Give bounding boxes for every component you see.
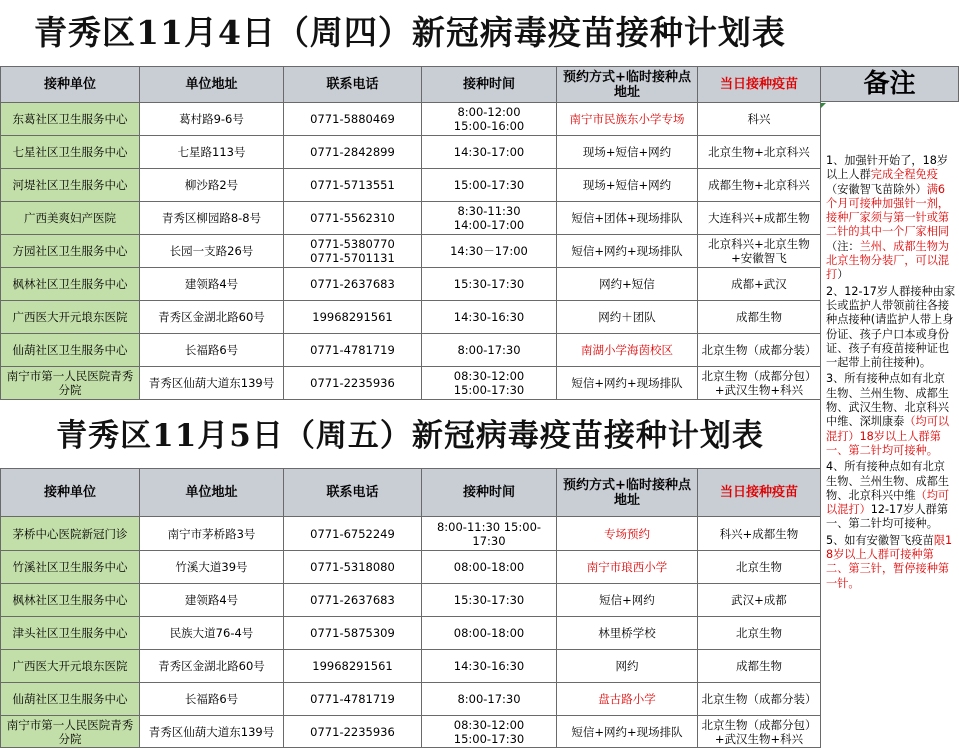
phone-cell: 0771-4781719 — [284, 334, 422, 367]
address-cell: 竹溪大道39号 — [140, 551, 284, 584]
vaccine-cell: 北京生物（成都分装） — [698, 334, 821, 367]
table-row — [1, 716, 821, 748]
page-title-nov5: 青秀区11月5日（周五）新冠病毒疫苗接种计划表 — [56, 418, 764, 454]
vaccine-cell: 科兴 — [698, 103, 821, 136]
address-cell: 青秀区金湖北路60号 — [140, 301, 284, 334]
phone-cell: 0771-2637683 — [284, 268, 422, 301]
method-cell: 南宁市民族东小学专场 — [557, 103, 698, 136]
table-row — [1, 103, 821, 136]
vaccine-cell: 北京生物（成都分装） — [698, 683, 821, 716]
vaccine-cell: 成都生物 — [698, 650, 821, 683]
header-time: 接种时间 — [422, 469, 557, 517]
note-text: 满6个月可接种加强针一剂，接种厂家须与第一针或第二针的其中一个厂家相同 — [826, 182, 950, 239]
time-cell: 8:30-11:30 14:00-17:00 — [422, 202, 557, 235]
address-cell: 建领路4号 — [140, 584, 284, 617]
unit-cell: 竹溪社区卫生服务中心 — [1, 551, 140, 584]
note-text: （均可以混打） — [826, 488, 950, 517]
header-phone: 联系电话 — [284, 469, 422, 517]
method-cell: 网约 — [557, 650, 698, 683]
vaccine-cell: 北京生物（成都分包）+武汉生物+科兴 — [698, 367, 821, 400]
header-vaccine: 当日接种疫苗 — [698, 469, 821, 517]
note-text: 暂停接种第一针。 — [826, 562, 950, 590]
unit-cell: 枫林社区卫生服务中心 — [1, 268, 140, 301]
schedule-table-nov5 — [0, 468, 821, 748]
address-cell: 葛村路9-6号 — [140, 103, 284, 136]
unit-cell: 河堤社区卫生服务中心 — [1, 169, 140, 202]
note-text: 限18岁以上人群可接种第二、第三针， — [826, 533, 953, 576]
vaccine-cell: 北京生物（成都分包）+武汉生物+科兴 — [698, 716, 821, 748]
note-text: （均可以混打）18岁以上人群第一、第二针均可接种。 — [826, 415, 950, 457]
vaccine-cell: 成都生物 — [698, 301, 821, 334]
header-method: 预约方式+临时接种点地址 — [557, 469, 698, 517]
phone-cell: 0771-5380770 0771-5701131 — [284, 235, 422, 268]
unit-cell: 茅桥中心医院新冠门诊 — [1, 517, 140, 551]
time-cell: 08:30-12:00 15:00-17:30 — [422, 716, 557, 748]
note-text: 3、所有接种点如有北京生物、兰州生物、成都生物、武汉生物、北京科兴中维、深圳康泰 — [826, 372, 950, 429]
note-item — [826, 154, 956, 283]
address-cell: 长福路6号 — [140, 334, 284, 367]
table-row — [1, 301, 821, 334]
method-cell: 林里桥学校 — [557, 617, 698, 650]
address-cell: 青秀区仙葫大道东139号 — [140, 367, 284, 400]
phone-cell: 0771-5713551 — [284, 169, 422, 202]
address-cell: 建领路4号 — [140, 268, 284, 301]
method-cell: 短信+网约+现场排队 — [557, 716, 698, 748]
time-cell: 8:00-12:00 15:00-16:00 — [422, 103, 557, 136]
method-cell: 网约＋团队 — [557, 301, 698, 334]
method-cell: 网约+短信 — [557, 268, 698, 301]
table-row — [1, 367, 821, 400]
address-cell: 柳沙路2号 — [140, 169, 284, 202]
phone-cell: 0771-5875309 — [284, 617, 422, 650]
phone-cell: 0771-4781719 — [284, 683, 422, 716]
method-cell: 短信+网约 — [557, 584, 698, 617]
note-text: ） — [837, 268, 849, 282]
header-vaccine: 当日接种疫苗 — [698, 67, 821, 103]
header-time: 接种时间 — [422, 67, 557, 103]
unit-cell: 仙葫社区卫生服务中心 — [1, 334, 140, 367]
time-cell: 15:30-17:30 — [422, 268, 557, 301]
schedule-table-nov4 — [0, 66, 821, 400]
table-row — [1, 551, 821, 584]
note-text: 1、加强针开始了，18岁以上人群 — [826, 154, 949, 182]
phone-cell: 0771-5318080 — [284, 551, 422, 584]
table-header-row — [1, 67, 821, 103]
time-cell: 8:00-11:30 15:00-17:30 — [422, 517, 557, 551]
vaccine-cell: 北京生物+北京科兴 — [698, 136, 821, 169]
vaccine-cell: 科兴+成都生物 — [698, 517, 821, 551]
note-text: 2、12-17岁人群接种由家长或监护人带领前往各接种点接种(请监护人带上身份证、孩子户口本或身份证、孩子有疫苗接种证也一起带上前往接种)。 — [826, 284, 956, 370]
table-row — [1, 650, 821, 683]
method-cell: 南湖小学海茵校区 — [557, 334, 698, 367]
time-cell: 14:30-16:30 — [422, 301, 557, 334]
time-cell: 14:30-17:00 — [422, 136, 557, 169]
address-cell: 南宁市茅桥路3号 — [140, 517, 284, 551]
vaccine-cell: 大连科兴+成都生物 — [698, 202, 821, 235]
vaccine-cell: 北京生物 — [698, 551, 821, 584]
method-cell: 盘古路小学 — [557, 683, 698, 716]
phone-cell: 0771-6752249 — [284, 517, 422, 551]
phone-cell: 0771-5880469 — [284, 103, 422, 136]
table-row — [1, 517, 821, 551]
vaccine-cell: 武汉+成都 — [698, 584, 821, 617]
unit-cell: 东葛社区卫生服务中心 — [1, 103, 140, 136]
note-item — [826, 460, 956, 531]
address-cell: 青秀区仙葫大道东139号 — [140, 716, 284, 748]
address-cell: 长园一支路26号 — [140, 235, 284, 268]
method-cell: 南宁市琅西小学 — [557, 551, 698, 584]
table-row — [1, 136, 821, 169]
vaccine-cell: 成都生物+北京科兴 — [698, 169, 821, 202]
header-address: 单位地址 — [140, 469, 284, 517]
table-row — [1, 202, 821, 235]
notes-header: 备注 — [820, 66, 959, 102]
header-unit: 接种单位 — [1, 67, 140, 103]
time-cell: 08:00-18:00 — [422, 551, 557, 584]
vaccine-cell: 北京科兴+北京生物+安徽智飞 — [698, 235, 821, 268]
address-cell: 青秀区金湖北路60号 — [140, 650, 284, 683]
note-text: 完成全程免疫 — [870, 168, 938, 182]
note-item — [826, 372, 956, 458]
note-text: 5、如有安徽智飞疫苗 — [826, 533, 934, 547]
note-text: （安徽智飞苗除外） — [826, 182, 927, 196]
table-row — [1, 584, 821, 617]
method-cell: 短信+团体+现场排队 — [557, 202, 698, 235]
method-cell: 短信+网约+现场排队 — [557, 235, 698, 268]
note-text: 12-17岁人群第一、第二针均可接种。 — [826, 503, 949, 531]
table-row — [1, 169, 821, 202]
time-cell: 08:00-18:00 — [422, 617, 557, 650]
table-body-nov4 — [1, 103, 821, 400]
table-row — [1, 617, 821, 650]
unit-cell: 广西美爽妇产医院 — [1, 202, 140, 235]
time-cell: 08:30-12:00 15:00-17:30 — [422, 367, 557, 400]
address-cell: 民族大道76-4号 — [140, 617, 284, 650]
time-cell: 14:30-16:30 — [422, 650, 557, 683]
address-cell: 七星路113号 — [140, 136, 284, 169]
note-item — [826, 534, 956, 591]
vaccine-cell: 成都+武汉 — [698, 268, 821, 301]
table-body-nov5 — [1, 517, 821, 748]
time-cell: 14:30－17:00 — [422, 235, 557, 268]
phone-cell: 0771-2235936 — [284, 367, 422, 400]
table-header-row — [1, 469, 821, 517]
unit-cell: 南宁市第一人民医院青秀分院 — [1, 367, 140, 400]
header-method: 预约方式+临时接种点地址 — [557, 67, 698, 103]
header-address: 单位地址 — [140, 67, 284, 103]
unit-cell: 七星社区卫生服务中心 — [1, 136, 140, 169]
time-cell: 8:00-17:30 — [422, 683, 557, 716]
phone-cell: 19968291561 — [284, 650, 422, 683]
table-row — [1, 683, 821, 716]
table-row — [1, 235, 821, 268]
address-cell: 青秀区柳园路8-8号 — [140, 202, 284, 235]
method-cell: 现场+短信+网约 — [557, 136, 698, 169]
phone-cell: 0771-2842899 — [284, 136, 422, 169]
time-cell: 15:00-17:30 — [422, 169, 557, 202]
method-cell: 短信+网约+现场排队 — [557, 367, 698, 400]
address-cell: 长福路6号 — [140, 683, 284, 716]
note-text: 4、所有接种点如有北京生物、兰州生物、成都生物、北京科兴中维 — [826, 460, 950, 502]
unit-cell: 仙葫社区卫生服务中心 — [1, 683, 140, 716]
page-title-nov4: 青秀区11月4日（周四）新冠病毒疫苗接种计划表 — [0, 0, 820, 67]
method-cell: 专场预约 — [557, 517, 698, 551]
note-text: （注： — [826, 239, 860, 253]
phone-cell: 0771-2235936 — [284, 716, 422, 748]
vaccine-cell: 北京生物 — [698, 617, 821, 650]
note-text: 兰州、成都生物为北京生物分装厂，可以混打 — [826, 239, 950, 282]
phone-cell: 0771-2637683 — [284, 584, 422, 617]
notes-panel — [820, 102, 959, 748]
phone-cell: 19968291561 — [284, 301, 422, 334]
unit-cell: 广西医大开元埌东医院 — [1, 650, 140, 683]
time-cell: 15:30-17:30 — [422, 584, 557, 617]
method-cell: 现场+短信+网约 — [557, 169, 698, 202]
header-phone: 联系电话 — [284, 67, 422, 103]
unit-cell: 方园社区卫生服务中心 — [1, 235, 140, 268]
table-row — [1, 334, 821, 367]
phone-cell: 0771-5562310 — [284, 202, 422, 235]
table-row — [1, 268, 821, 301]
unit-cell: 津头社区卫生服务中心 — [1, 617, 140, 650]
note-item — [826, 285, 956, 371]
unit-cell: 广西医大开元埌东医院 — [1, 301, 140, 334]
unit-cell: 南宁市第一人民医院青秀分院 — [1, 716, 140, 748]
header-unit: 接种单位 — [1, 469, 140, 517]
time-cell: 8:00-17:30 — [422, 334, 557, 367]
unit-cell: 枫林社区卫生服务中心 — [1, 584, 140, 617]
